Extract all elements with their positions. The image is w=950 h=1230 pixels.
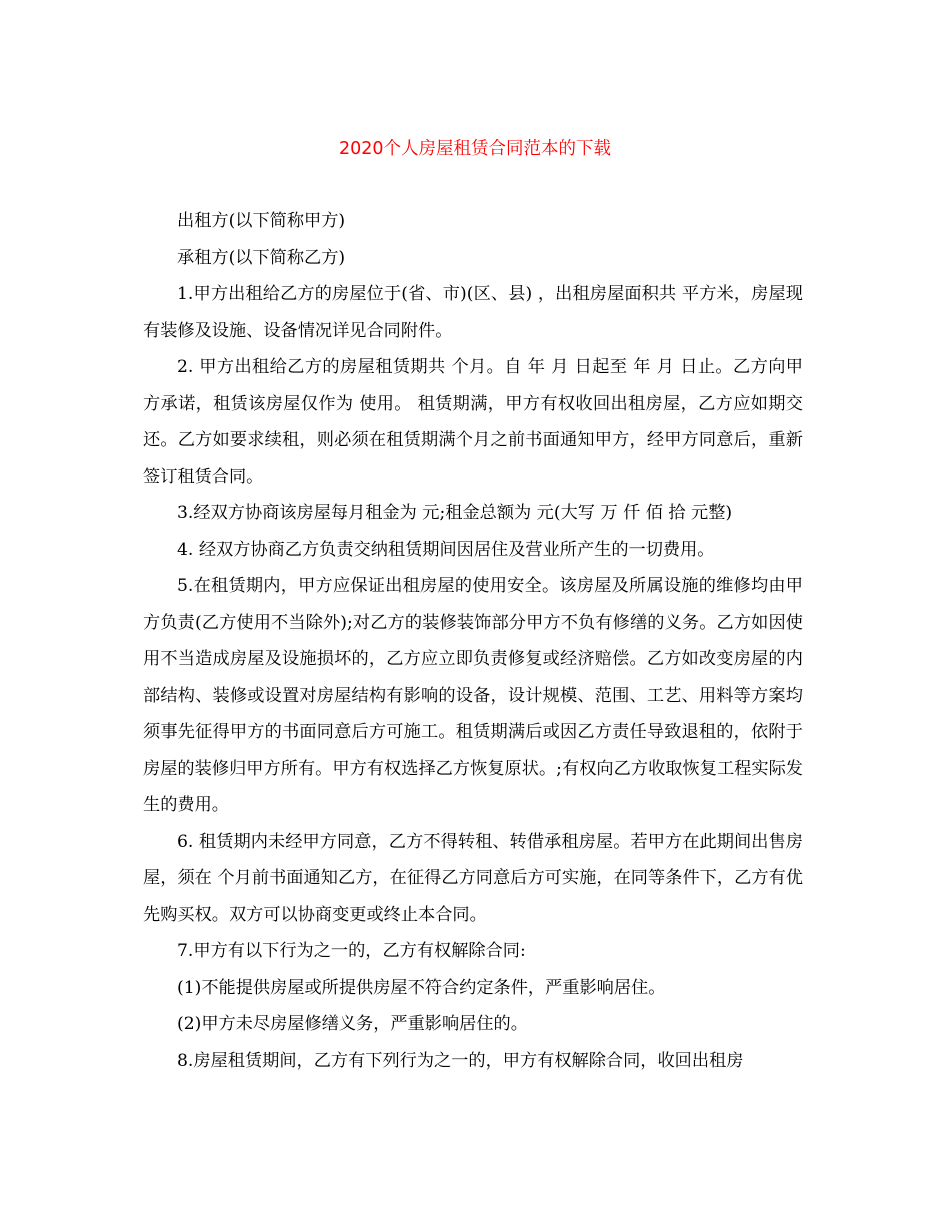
paragraph-clause-8: 8.房屋租赁期间，乙方有下列行为之一的，甲方有权解除合同，收回出租房 <box>177 1050 744 1071</box>
paragraph-clause-4: 4. 经双方协商乙方负责交纳租赁期间因居住及营业所产生的一切费用。 <box>177 539 715 560</box>
document-title: 2020个人房屋租赁合同范本的下载 <box>338 139 612 159</box>
paragraph-clause-3: 3.经双方协商该房屋每月租金为 元;租金总额为 元(大写 万 仟 佰 拾 元整) <box>177 503 733 523</box>
paragraph-clause-7-item-2: (2)甲方未尽房屋修缮义务，严重影响居住的。 <box>177 1014 528 1034</box>
paragraph-clause-7-item-1: (1)不能提供房屋或所提供房屋不符合约定条件，严重影响居住。 <box>177 977 666 998</box>
paragraph-clause-1: 1.甲方出租给乙方的房屋位于(省、市)(区、县) ，出租房屋面积共 平方米，房屋现有装修及设施、设备情况详见合同附件。 <box>143 284 803 341</box>
paragraph-lessee: 承租方(以下简称乙方) <box>177 247 346 268</box>
paragraph-clause-5: 5.在租赁期内，甲方应保证出租房屋的使用安全。该房屋及所属设施的维修均由甲方负责(乙方使用不当除外);对乙方的装修装饰部分甲方不负有修缮的义务。乙方如因使用不当造成房屋及设施损坏的，乙方应立即负责修复或经济赔偿。乙方如改变房屋的内部结构、装修或设置对房屋结构有影响的设备，设计规模、范围、工艺、用料等方案均须事先征得甲方的书面同意后方可施工。租赁期满后或因乙方责任导致退租的，依附于房屋的装修归甲方所有。甲方有权选择乙方恢复原状。;有权向乙方收取恢复工程实际发生的费用。 <box>143 576 803 815</box>
paragraph-clause-7: 7.甲方有以下行为之一的，乙方有权解除合同: <box>177 941 526 961</box>
paragraph-lessor: 出租方(以下简称甲方) <box>177 211 346 231</box>
document-body <box>143 203 803 1079</box>
paragraph-clause-2: 2. 甲方出租给乙方的房屋租赁期共 个月。自 年 月 日起至 年 月 日止。乙方向甲方承诺，租赁该房屋仅作为 使用。 租赁期满，甲方有权收回出租房屋，乙方应如期交还。乙方如要求续租，则必须在租赁期满个月之前书面通知甲方，经甲方同意后，重新签订租赁合同。 <box>143 357 803 487</box>
paragraph-clause-6: 6. 租赁期内未经甲方同意，乙方不得转租、转借承租房屋。若甲方在此期间出售房屋，须在 个月前书面通知乙方，在征得乙方同意后方可实施，在同等条件下，乙方有优先购买权。双方可以协商变更或终止本合同。 <box>143 831 803 925</box>
